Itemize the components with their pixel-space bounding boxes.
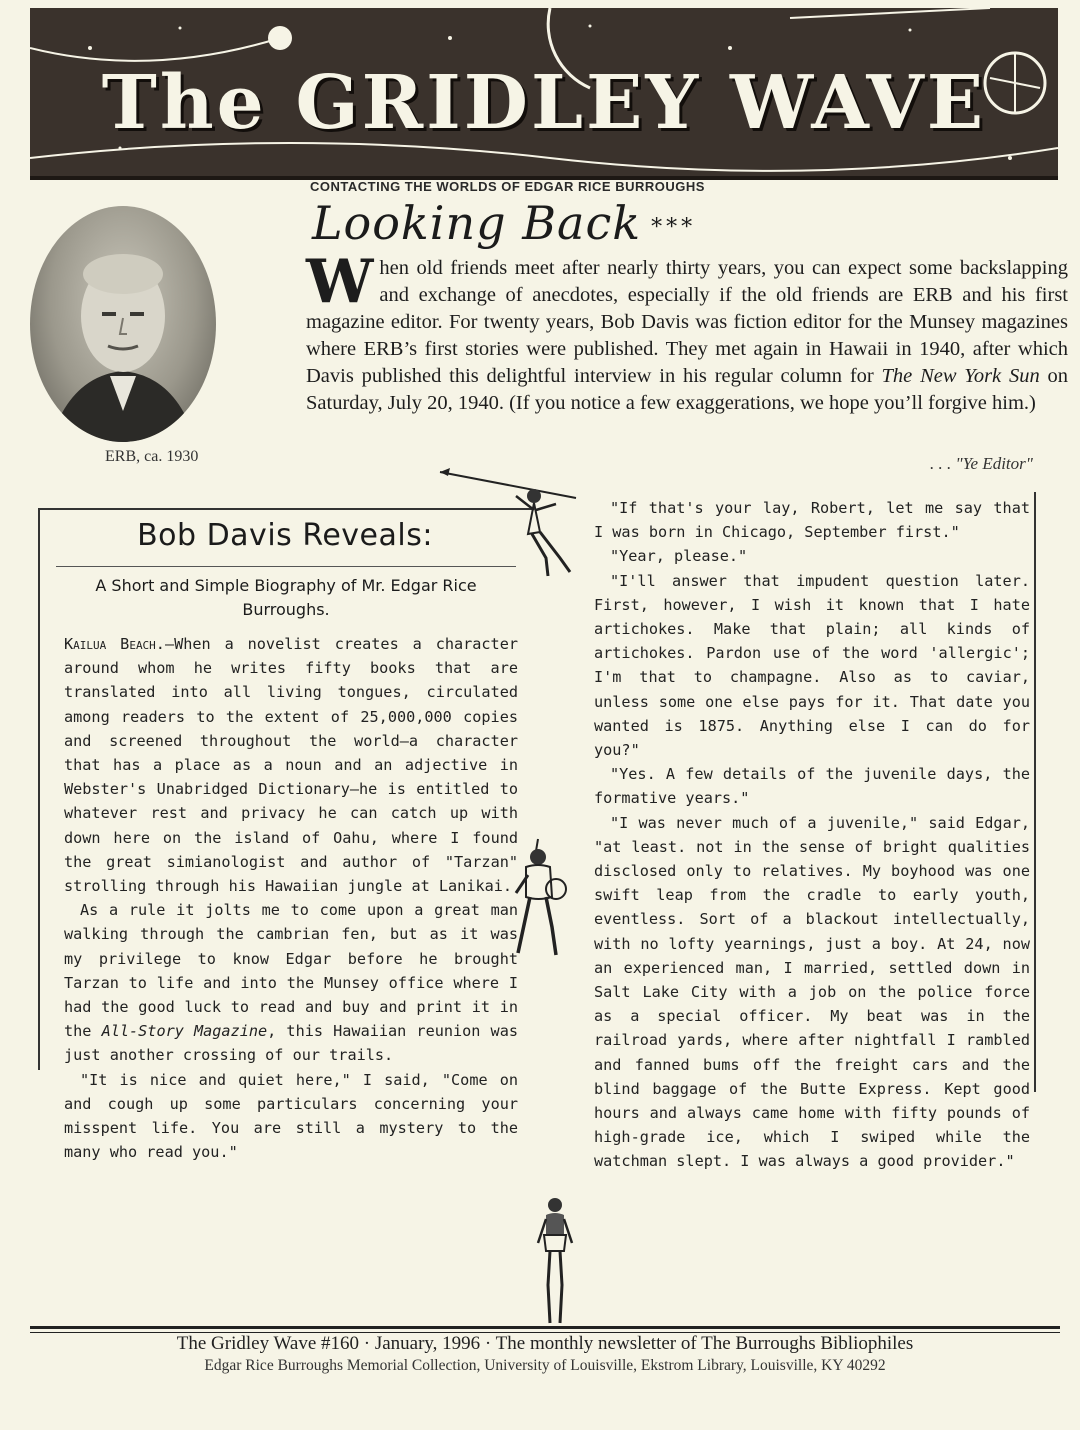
- jane-standing-figure: [526, 1195, 584, 1327]
- erb-portrait-photo: [30, 206, 216, 442]
- article-paragraph: "I was never much of a juvenile," said Edgar, "at least. not in the sense of bright qualities disclosed only to relatives. My boyhood was one swift leap from the cradle to early youth, eventless. Sort of a blackout intellectually, with no lofty yearnings, just a boy. At 24, now an experienced man, I married, settled down in Salt Lake City with a job on the police force as a special officer. My beat was in the railroad yards, where after nightfall I rambled and fanned bums off the freight cars and the blind baggage of the Butte Express. Kept good hours and always came home with fifty pounds of high-grade ice, which I swiped while the watchman slept. I was always a good provider.": [594, 813, 1030, 1171]
- intro-dropcap: W: [306, 247, 374, 317]
- article-title: Bob Davis Reveals:: [137, 518, 433, 553]
- dateline: Kailua Beach.: [64, 635, 165, 653]
- article-subtitle: A Short and Simple Biography of Mr. Edgar Rice Burroughs.: [95, 576, 477, 619]
- portrait-caption: ERB, ca. 1930: [105, 448, 199, 465]
- footer-address-line: Edgar Rice Burroughs Memorial Collection, University of Louisville, Ekstrom Library, Louisville, KY 40292: [204, 1357, 886, 1374]
- headline: [312, 196, 696, 250]
- article-paragraph: "If that's your lay, Robert, let me say that I was born in Chicago, September first.": [594, 499, 1030, 542]
- article-paragraph: "Year, please.": [610, 547, 748, 566]
- article-paragraph: As a rule it jolts me to come upon a great man walking through the cambrian fen, but as it was my privilege to know Edgar before he brought Tarzan to life and into the Munsey office where I had the good luck to read and buy and print it in the All-Story Magazine, this Hawaiian reunion was just another crossing of our trails.: [64, 901, 518, 1065]
- editor-intro: [306, 247, 1068, 417]
- article-paragraph: "It is nice and quiet here," I said, "Come on and cough up some particulars concerning your misspent life. You are still a mystery to the many who read you.": [64, 1070, 518, 1162]
- footer-issue-line: The Gridley Wave #160 · January, 1996 · The monthly newsletter of The Burroughs Bibliophiles: [176, 1333, 914, 1354]
- masthead-title: The GRIDLEY WAVE: [101, 60, 987, 146]
- headline-text: Looking Back: [312, 196, 642, 250]
- article-left-column: [64, 632, 518, 1164]
- tarzan-spear-figure: [436, 460, 586, 580]
- tarzan-running-figure: [508, 835, 570, 960]
- article-right-column: [594, 496, 1030, 1174]
- footer-rules: [30, 1326, 1060, 1333]
- editor-signoff: . . . "Ye Editor": [930, 454, 1033, 473]
- intro-text-part1: hen old friends meet after nearly thirty years, you can expect some backslapping and exchange of anecdotes, especially if the old friends are ERB and his first magazine editor. For twenty years, Bob Davis was fiction editor for the Munsey magazines where ERB’s first stories were published. They met again in Hawaii in 1940, after which Davis published this delightful interview in his regular column for: [306, 257, 1068, 387]
- article-paragraph: Kailua Beach.–When a novelist creates a character around whom he writes fifty books that are translated into all living tongues, circulated among readers to the extent of 25,000,000 copies and screened throughout the world—a character that has a place as a noun and an adjective in Webster's Unabridged Dictionary—he is entitled to whatever rest and privacy he can catch up with down here on the island of Oahu, where I found the great simianologist and author of "Tarzan" strolling through his Hawaiian jungle at Lanikai.: [64, 635, 518, 896]
- article-paragraph: "I'll answer that impudent question later. First, however, I wish it known that I hate artichokes. Make that plain; all kinds of artichokes. Pardon use of the word 'allergic'; I'm that to champagne. Also as to caviar, unless some one else pays for it. That date you wanted is 1875. Anything else I can do for you?": [594, 571, 1030, 760]
- magazine-title: All-Story Magazine: [101, 1022, 268, 1041]
- intro-publication: The New York Sun: [881, 365, 1040, 387]
- masthead-banner: [30, 8, 1058, 180]
- headline-stars: ***: [651, 214, 697, 240]
- article-paragraph: "Yes. A few details of the juvenile days, the formative years.": [594, 765, 1030, 808]
- masthead-tagline: CONTACTING THE WORLDS OF EDGAR RICE BURROUGHS: [310, 179, 705, 194]
- intro-text-part2: on Saturday, July 20, 1940. (If you notice a few exaggerations, we hope you’ll forgive him.): [306, 365, 1068, 414]
